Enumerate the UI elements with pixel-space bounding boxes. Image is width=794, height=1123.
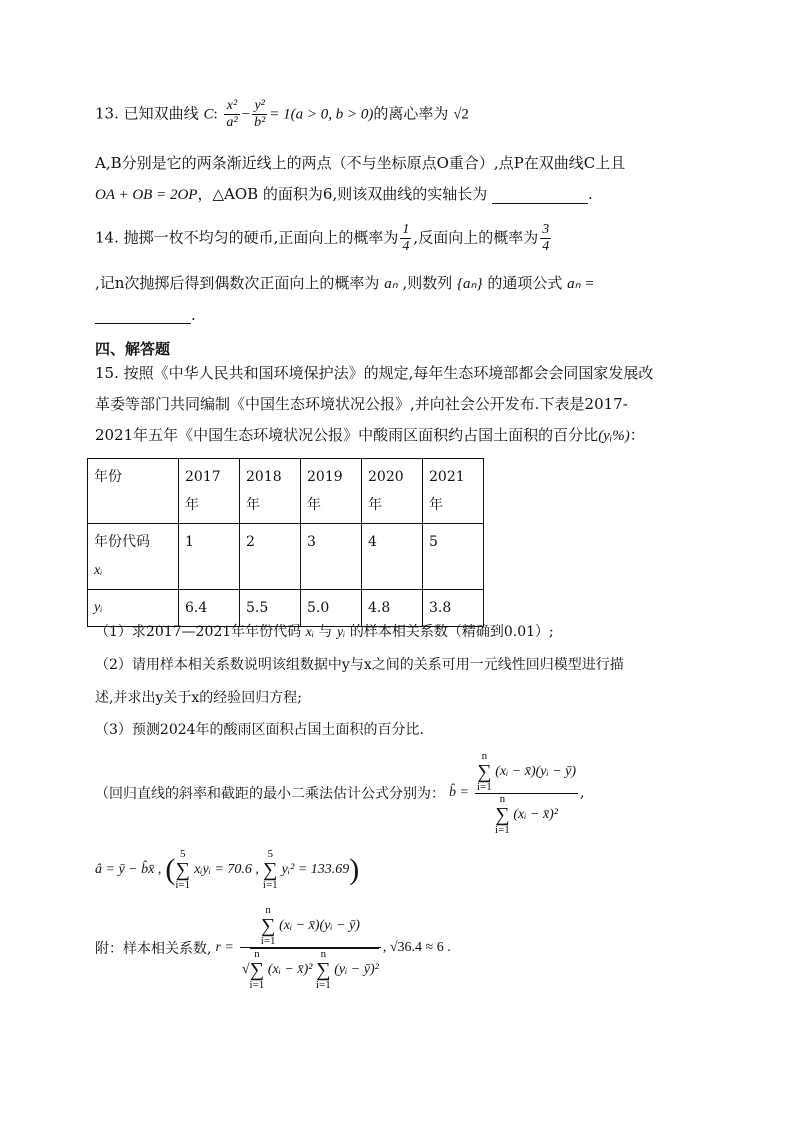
acid-rain-table: [87, 458, 484, 627]
q14-line3: .: [95, 305, 196, 324]
q15-p2: 革委等部门共同编制《中国生态环境状况公报》,并向社会公开发布.下表是2017-: [95, 395, 628, 413]
b-hat-fraction: n ∑ i=1 (xᵢ − x̄)(yᵢ − ȳ) n ∑ i=1 (xᵢ − x̄)²: [476, 749, 577, 836]
q15-s3: （3）预测2024年的酸雨区面积占国土面积的百分比.: [95, 722, 424, 738]
sum-symbol: n ∑ i=1: [260, 904, 276, 947]
q14-frac-heads: $\frac{1}{4}$: [402, 222, 410, 254]
sum-symbol: n ∑ i=1: [495, 792, 510, 836]
q14-frac-tails: $\frac{3}{4}$: [542, 222, 550, 254]
q15-number: 15.: [95, 364, 119, 382]
q13-frac-y: $\frac{\text{y²}}{\text{b²}}$: [254, 98, 266, 130]
q15-s2b: 述,并求出y关于x的经验回归方程;: [95, 690, 302, 706]
q15-p3: 2021年五年《中国生态环境状况公报》中酸雨区面积约占国土面积的百分比(yᵢ%)：: [95, 426, 645, 444]
section-title: 四、解答题: [95, 340, 171, 358]
q14-answer-blank[interactable]: [95, 305, 191, 324]
q15-p1: 15. 按照《中华人民共和国环境保护法》的规定,每年生态环境部都会会同国家发展改: [95, 364, 654, 382]
q13-answer-blank[interactable]: [492, 185, 588, 204]
q13-intro: 已知双曲线: [123, 104, 199, 123]
sum-symbol: 5 ∑ i=1: [175, 848, 191, 891]
q13-vector-eq: OA + OB = 2OP: [95, 187, 198, 203]
q13-line3: OA + OB = 2OP，△AOB 的面积为6,则该双曲线的实轴长为 .: [95, 185, 593, 203]
sum-symbol: n ∑ i=1: [249, 948, 265, 991]
r-fraction: n ∑ i=1 (xᵢ − x̄)(yᵢ − ȳ) √n ∑ i=1 (xᵢ − x̄)² n ∑ i=1 (yᵢ − ȳ)²: [241, 904, 379, 991]
table-row: 年份代码 xᵢ 1 2 3 4 5: [88, 524, 484, 590]
q15-s1: （1）求2017—2021年年份代码 xᵢ 与 yᵢ 的样本相关系数（精确到0.01）;: [95, 624, 554, 640]
q14-number: 14.: [95, 228, 119, 247]
q13-frac-x: $\frac{\text{x²}}{\text{a²}}$: [226, 98, 238, 130]
q15-s2a: （2）请用样本相关系数说明该组数据中y与x之间的关系可用一元线性回归模型进行描: [95, 657, 624, 673]
r-formula: 附：样本相关系数, r = n ∑ i=1 (xᵢ − x̄)(yᵢ − ȳ) √n ∑ i=1 (xᵢ − x̄)² n ∑ i=1 (yᵢ − ȳ)² , √36.4 ≈ 6 .: [95, 904, 451, 991]
a-hat-formula: â = ȳ − b̂x̄ , ( 5 ∑ i=1 xᵢyᵢ = 70.6 , 5 ∑ i=1 yᵢ² = 133.69 ): [95, 848, 360, 891]
q13-eq-rhs: = 1(a > 0, b > 0): [269, 106, 374, 123]
q13-number: 13.: [95, 104, 119, 123]
table-row: yᵢ 6.4 5.5 5.0 4.8 3.8: [88, 590, 484, 627]
q14-line1: 14. 抛掷一枚不均匀的硬币,正面向上的概率为 $\frac{1}{4}$ ,反面向上的概率为 $\frac{3}{4}$: [95, 222, 550, 254]
table-row: 年份 2017年 2018年 2019年 2020年 2021年: [88, 459, 484, 524]
sum-symbol: n ∑ i=1: [476, 749, 492, 793]
sum-symbol: n ∑ i=1: [315, 948, 331, 991]
q13-line1: 13. 已知双曲线 C: $\frac{\text{x²}}{\text{a²}}$ − $\frac{\text{y²}}{\text{b²}}$ = 1(a > 0, b > 0)的离心率为 √2: [95, 98, 469, 130]
sum-symbol: 5 ∑ i=1: [262, 848, 278, 891]
q13-ecc-text: 的离心率为: [373, 104, 449, 123]
q13-ecc-value: √2: [453, 106, 469, 123]
b-hat-formula: （回归直线的斜率和截距的最小二乘法估计公式分别为： b̂ = n ∑ i=1 (xᵢ − x̄)(yᵢ − ȳ) n ∑ i=1 (xᵢ − x̄)² ,: [95, 749, 585, 836]
q13-line2: A,B分别是它的两条渐近线上的两点（不与坐标原点O重合）,点P在双曲线C上且: [95, 154, 626, 172]
q13-curve: C: [203, 106, 214, 123]
q14-line2: ,记n次抛掷后得到偶数次正面向上的概率为 aₙ ,则数列 {aₙ} 的通项公式 aₙ =: [95, 274, 595, 292]
